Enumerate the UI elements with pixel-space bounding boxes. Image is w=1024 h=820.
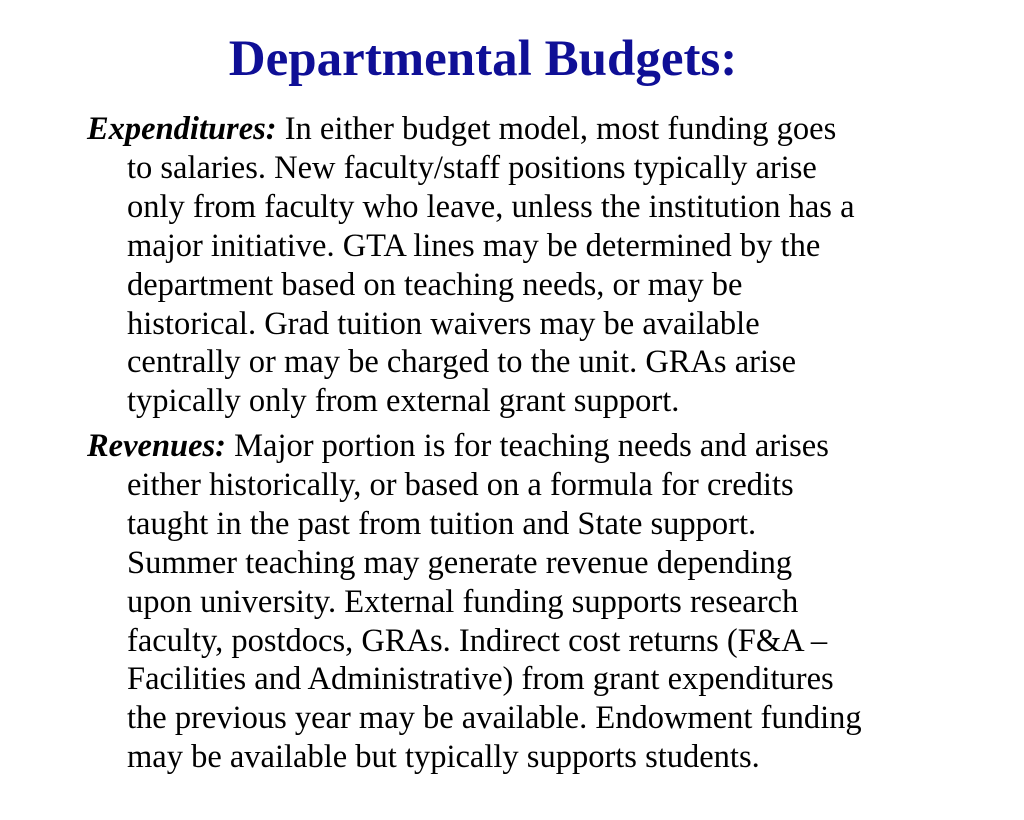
paragraph-line: historical. Grad tuition waivers may be available xyxy=(127,305,760,342)
paragraph-line: faculty, postdocs, GRAs. Indirect cost returns (F&A – xyxy=(127,622,828,659)
paragraph-line: either historically, or based on a formula for credits xyxy=(127,466,794,503)
paragraph-line: Summer teaching may generate revenue depending xyxy=(127,544,793,581)
expenditures-term: Expenditures: xyxy=(87,111,277,147)
paragraph-line: major initiative. GTA lines may be determined by the xyxy=(127,227,821,264)
paragraph-line: typically only from external grant support. xyxy=(127,383,680,420)
slide-title: Departmental Budgets: xyxy=(228,31,738,87)
line-text: In either budget model, most funding goes xyxy=(284,111,837,147)
paragraph-line: Facilities and Administrative) from grant expenditures xyxy=(127,661,834,698)
paragraph-line xyxy=(87,427,967,466)
paragraph-line: upon university. External funding supports research xyxy=(127,583,799,620)
paragraph-line: only from faculty who leave, unless the institution has a xyxy=(127,188,855,225)
paragraph-line: centrally or may be charged to the unit. GRAs arise xyxy=(127,344,797,381)
revenues-term: Revenues: xyxy=(87,428,226,464)
paragraph-line xyxy=(87,110,967,149)
revenues-paragraph xyxy=(87,427,967,777)
paragraph-line: may be available but typically supports students. xyxy=(127,739,760,776)
paragraph-line: department based on teaching needs, or may be xyxy=(127,266,743,303)
paragraph-line: the previous year may be available. Endowment funding xyxy=(127,700,862,737)
paragraph-line: to salaries. New faculty/staff positions typically arise xyxy=(127,149,817,186)
paragraph-line: taught in the past from tuition and State support. xyxy=(127,505,757,542)
expenditures-paragraph xyxy=(87,110,967,421)
line-text: Major portion is for teaching needs and arises xyxy=(234,428,829,464)
